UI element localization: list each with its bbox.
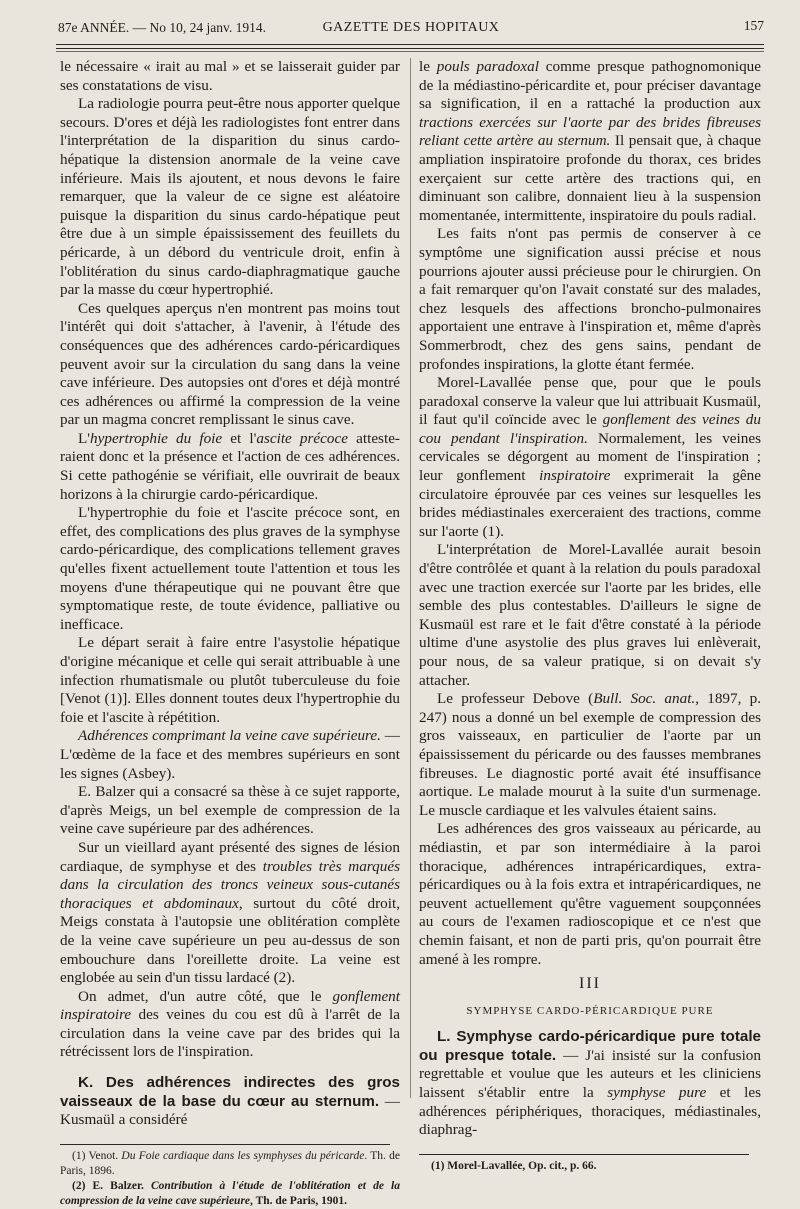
italic-term: gonflement inspiratoire bbox=[60, 987, 400, 1024]
running-header bbox=[58, 18, 764, 38]
section-paragraph: K. Des adhérences indirectes des gros vaisseaux de la base du cœur au sternum. — Kusmaül a considéré bbox=[60, 1074, 400, 1129]
footnote-rule bbox=[60, 1144, 390, 1145]
italic-term: ascite précoce bbox=[256, 429, 348, 447]
paragraph: On admet, d'un autre côté, que le gonflement inspiratoire des veines du cou est dû à l'arrêt de la circulation dans la veine cave par des brides qui la rétrécissent lors de l'inspiration. bbox=[60, 987, 400, 1061]
paragraph: E. Balzer qui a consacré sa thèse à ce sujet rapporte, d'après Meigs, un bel exemple de compression de la veine cave supérieure par des adhérences. bbox=[60, 783, 400, 838]
paragraph: Les adhérences des gros vaisseaux au péricarde, au médiastin, et par son intermédiaire à la paroi thoracique, adhérences intrapéricardiques, extra-péricardiques ou à la fois extra et intrapéricardiques, ne peuvent actuellement qu'être vaguement soupçonnées au cours de l'examen radioscopique et ce n'est que chemin faisant, et non de parti pris, qu'on pourrait être amené à les rompre. bbox=[419, 820, 761, 968]
paragraph: L'hypertrophie du foie et l'ascite précoce sont, en effet, des complications des plus graves de la symphyse cardo-péricardique, des complications tellement graves qu'elles fixent actuellement toute l'attention et tous les moyens d'une thérapeutique qui ne pouvant être que symptomatique reste, de toute évidence, palliative ou inefficace. bbox=[60, 504, 400, 633]
italic-citation: Bull. Soc. anat. bbox=[593, 690, 696, 708]
paragraph: le pouls paradoxal comme presque pathognomonique de la médiastino-péricardite et, pour préciser davantage sa signification, il en a rattaché la production aux tractions exercées sur l'aorte par des brides fibreuses reliant cette artère au sternum. Il pensait que, à chaque ampliation inspiratoire profonde du thorax, ces brides exerçaient sur cette artère des tractions qui, en diminuant son calibre, donnaient lieu à la suspension momentanée, intermittente, inspiratoire du pouls radial. bbox=[419, 58, 761, 224]
right-column bbox=[419, 58, 761, 1174]
footnote: (1) Venot. Du Foie cardiaque dans les symphyses du péricarde. Th. de Paris, 1896. bbox=[60, 1149, 400, 1177]
section-heading bbox=[419, 975, 761, 1020]
italic-term: inspiratoire bbox=[539, 467, 611, 485]
italic-term: gonflement des veines du cou pendant l'inspiration. bbox=[419, 411, 761, 447]
paragraph: Sur un vieillard ayant présenté des signes de lésion cardiaque, de symphyse et des troubles très marqués dans la circulation des troncs veineux sous-cutanés thoraciques et abdominaux, surtout du côté droit, Meigs constata à l'autopsie une oblitération complète de la veine cave supérieure un peu au-dessus de son embouchure dans l'oreillette droite. La veine est englobée au sein d'un tissu lardacé (2). bbox=[60, 838, 400, 987]
italic-term: symphyse pure bbox=[607, 1084, 707, 1102]
paragraph: Ces quelques aperçus n'en montrent pas moins tout l'intérêt qui doit s'attacher, à l'avenir, à l'étude des conséquences que des adhérences cardo-péricardiques peuvent avoir sur la circulation du sang dans la veine cave inférieure. Des autopsies ont d'ores et déjà montré ces adhérences ou affirmé la compression de la veine par un magma concret remplissant le sinus cave. bbox=[60, 299, 400, 429]
italic-term: troubles très marqués dans la circulation des troncs veineux sous-cutanés thoraciques et abdominaux bbox=[60, 857, 400, 912]
italic-term: tractions exercées sur l'aorte par des brides fibreuses reliant cette artère au sternum. bbox=[419, 113, 761, 150]
italic-term: hypertrophie du foie bbox=[90, 429, 223, 447]
paragraph: Morel-Lavallée pense que, pour que le pouls paradoxal conserve la valeur que lui attribuait Kusmaül, il faut qu'il coïncide avec le gonflement des veines du cou pendant l'inspiration. Normalement, les veines cervicales se dégorgent au moment de l'inspiration ; leur gonflement inspiratoire exprimerait la gêne circulatoire éprouvée par ces veines sur lesquelles les brides médiastinales exerceraient des tractions, comme sur l'aorte (1). bbox=[419, 374, 761, 540]
paragraph: L'hypertrophie du foie et l'ascite précoce atteste-raient donc et la présence et l'action de ces adhérences. Si cette pathogénie se vérifiait, elle ouvrirait de beaux horizons à la chirurgie cardo-péricardique. bbox=[60, 429, 400, 503]
paragraph: La radiologie pourra peut-être nous apporter quelque secours. D'ores et déjà les radiologistes font entrer dans l'interprétation de la disparition du sinus cardo-hépatique la distension anormale de la veine cave inférieure. Mais ils ajoutent, et nous devons le faire remarquer, que la valeur de ce signe est aléatoire puisque la disparition du sinus cardo-hépatique peut être due à un simple épaississement des feuillets du péricarde, à un débord du ventricule droit, enfin à l'oblitération du sinus cardo-diaphragmatique gauche par la masse du cœur hypertrophié. bbox=[60, 95, 400, 299]
italic-subheading: Adhérences comprimant la veine cave supérieure. bbox=[78, 727, 381, 745]
bold-heading: L. Symphyse cardo-péricardique pure totale ou presque totale. bbox=[419, 1028, 761, 1064]
italic-term: pouls paradoxal bbox=[436, 58, 539, 75]
paragraph: Le professeur Debove (Bull. Soc. anat., 1897, p. 247) nous a donné un bel exemple de compression des gros vaisseaux, en particulier de l'aorte par un épaississement du péricarde ou des fausses membranes fibreuses. Le diagnostic porté avait été insuffisance aortique. Le malade mourut à la suite d'un surmenage. Le muscle cardiaque et les valvules étaient sains. bbox=[419, 690, 761, 819]
section-number: III bbox=[579, 975, 601, 993]
section-paragraph: L. Symphyse cardo-péricardique pure totale ou presque totale. — J'ai insisté sur la confusion regrettable et voulue que les auteurs et les cliniciens laissent s'établir entre la symphyse pure et les adhérences périphériques, thoraciques, médiastinales, diaphrag- bbox=[419, 1028, 761, 1139]
header-rule bbox=[56, 51, 764, 52]
journal-title: GAZETTE DES HOPITAUX bbox=[322, 20, 500, 35]
section-title: SYMPHYSE CARDO-PÉRICARDIQUE PURE bbox=[466, 1004, 714, 1017]
paragraph: Les faits n'ont pas permis de conserver à ce symptôme une signification aussi précise et nous pourrions ajouter aussi précieuse pour le chirurgien. On a fait remarquer qu'on l'avait constaté sur des malades, chez lesquels des affections broncho-pulmonaires apportaient une entrave à l'inspiration et, même d'après Sommerbrodt, chez des gens sains, pendant de profondes inspirations, la glotte étant fermée. bbox=[419, 225, 761, 373]
header-rule bbox=[56, 48, 764, 49]
bold-heading: K. Des adhérences indirectes des gros vaisseaux de la base du cœur au sternum. bbox=[60, 1074, 400, 1110]
paragraph: Adhérences comprimant la veine cave supérieure. — L'œdème de la face et des membres supérieurs en sont les signes (Asbey). bbox=[60, 727, 400, 782]
footnote-rule bbox=[419, 1154, 749, 1155]
page-number: 157 bbox=[743, 18, 764, 33]
footnote: (1) Morel-Lavallée, Op. cit., p. 66. bbox=[431, 1159, 597, 1172]
footnote: (2) E. Balzer. Contribution à l'étude de l'oblitération et de la compression de la veine cave supérieure, Th. de Paris, 1901. bbox=[60, 1179, 400, 1207]
header-rule bbox=[56, 44, 764, 45]
paragraph: le nécessaire « irait au mal » et se laisserait guider par ses constatations de visu. bbox=[60, 58, 400, 94]
left-column bbox=[60, 58, 400, 1209]
column-divider bbox=[410, 58, 411, 1098]
issue-info: 87e ANNÉE. — No 10, 24 janv. 1914. bbox=[58, 20, 266, 35]
paragraph: Le départ serait à faire entre l'asystolie hépatique d'origine mécanique et celle qui serait attribuable à une infection rhumatismale ou plutôt tuberculeuse du foie [Venot (1)]. Elles donnent toutes deux l'hypertrophie du foie et l'ascite à répétition. bbox=[60, 634, 400, 726]
paragraph: L'interprétation de Morel-Lavallée aurait besoin d'être contrôlée et quant à la relation du pouls paradoxal avec une traction exercée sur l'aorte par les brides, elle semble des plus contestables. D'ailleurs le signe de Kusmaül est rare et le fait d'être constaté à la période ultime d'une asystolie des plus graves lui enlèverait, pour nous, de sa valeur pratique, si on devait s'y attacher. bbox=[419, 541, 761, 689]
